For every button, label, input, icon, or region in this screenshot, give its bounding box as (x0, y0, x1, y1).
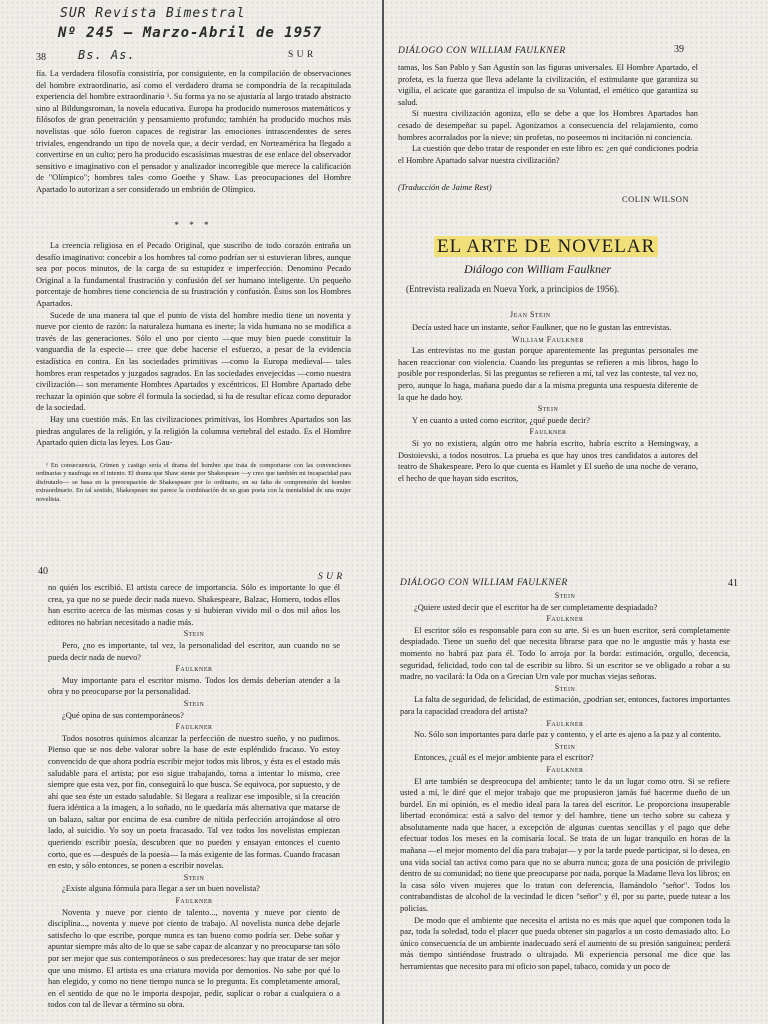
dialogue-text: Pero, ¿no es importante, tal vez, la personalidad del escritor, aun cuando no se pueda decir nada de nuevo? (48, 640, 340, 662)
dialogue-text: Y en cuanto a usted como escritor, ¿qué puede decir? (412, 415, 590, 425)
interviewer-name: Jean Stein (510, 310, 551, 319)
handwritten-journal-name: SUR Revista Bimestral (60, 6, 246, 21)
speaker-name: Stein (554, 741, 576, 751)
speaker-name: Stein (554, 591, 576, 600)
speaker-name: Faulkner (546, 764, 584, 774)
page-number: 40 (38, 566, 48, 577)
paragraph: Sucede de una manera tal que el punto de vista del hombre medio tiene un noventa y nueve por ciento de razón: la naturaleza humana es inerte; la vida humana no se modifica a través de las generaciones. Sólo el uno por ciento —que muy bien puede constituir la vanguardia de la especie— cree que debe hacerse el esfuerzo, a pesar de la evidencia estadística en contra. En las sociedades primitivas —como la Europa medieval— tales hombres eran respetados y juzgados sagrados. En las sociedades envejecidas —como nuestra civilización— son meramente Hombres Apartados y excéntricos. El Hombre Apartado debe rechazar la opinión que sobre él formula la sociedad, si ha de resultar eficaz como depurador de la sociedad. (36, 310, 351, 413)
page-38 (0, 0, 384, 538)
speaker-name: Faulkner (175, 722, 213, 732)
page-39 (384, 0, 768, 538)
dialogue-text: El arte también se despreocupa del ambiente; tanto le da un lugar como otro. Si se refiere usted a mí, le diré que el mejor trabajo que me propusieron jamás fué hacerme dueño de un burdel. En mi opinión, es el medio ideal para la tarea del escritor. Le proporciona insuperable libertad económica: está a salvo del temor y del hambre, tiene un techo sobre su cabeza y absolutamente nada que hacer, a excepción de algunas cuentas sencillas y el pago que debe efectuar todos los meses en la comisaría local. Se trata de un lugar tranquilo en horas de la mañana —el mejor momento del día para trabajar— y por la tarde puede participar, si lo desea, en una vida social tan activa como para que no se aburra nunca; goza de una posición de privilegio dentro de su comunidad; no tiene que preocuparse por nada, porque la Madame lleva los libros; en la casa sólo viven mujeres que lo tratan con deferencia, llamándolo "señor". Todos los contrabandistas de alcohol de la vecindad le dicen "señor" y él, por su parte, puede tutear a los policías. (400, 776, 731, 914)
footnote (36, 462, 351, 504)
speaker-name: Faulkner (175, 664, 213, 674)
dialogue-text: Decía usted hace un instante, señor Faulkner, que no le gustan las entrevistas. (412, 323, 672, 332)
dialogue-text: La falta de seguridad, de felicidad, de estimación, ¿podrían ser, entonces, factores importantes para la capacidad creadora del artista? (400, 695, 730, 716)
dialogue-text: ¿Quiere usted decir que el escritor ha de ser completamente despiadado? (414, 602, 658, 612)
speaker-name: Stein (183, 872, 205, 882)
dialogue-text: ¿Qué opina de sus contemporáneos? (62, 710, 184, 720)
dialogue-text: El escritor sólo es responsable para con su arte. Si es un buen escritor, será completamente despiadado. Tiene un sueño del que necesita librarse para que no le angustie más y hasta ese momento no habrá paz para él. Todo lo arroja por la borda: estimación, orgullo, decencia, seguridad, felicidad, todo con tal de escribir su libro. Si un escritor se ve obligado a robar a su madre, no vacilará: la Oda on a Grecian Urn vale por muchas viejas señoras. (400, 625, 730, 682)
speaker-name: Stein (183, 629, 205, 639)
running-head: DIÁLOGO CON WILLIAM FAULKNER (398, 46, 566, 56)
dialogue-text: Si yo no existiera, algún otro me habría escrito, habría escrito a Hemingway, a Dostoievski, a todos nosotros. La prueba es que hay unos tres candidatos a autores del teatro de Shakespeare. Pero lo que cuenta es Hamlet y El sueño de una noche de verano, el hecho de que hayan sido escritos, (398, 438, 698, 483)
speaker-name: Stein (183, 698, 205, 708)
body-text (398, 62, 698, 166)
page-number: 41 (728, 578, 738, 589)
speaker-name: Faulkner (546, 614, 584, 624)
paragraph: Hay una cuestión más. En las civilizaciones primitivas, los Hombres Apartados son las piedras angulares de la religión, y la religión la columna vertebral del estado. Es el Hombre Apartado quien dicta las leyes. Los Gau- (36, 414, 351, 448)
article-title-text: EL ARTE DE NOVELAR (434, 236, 658, 257)
dialogue-text: Entonces, ¿cuál es el mejor ambiente para el escritor? (414, 753, 594, 763)
footnote-text: ¹ En consecuencia, Crimen y castigo sería el drama del hombre que trata de comportarse con las convenciones ordinarias y naufraga en el intento. El drama que Shaw siente por Shakespeare —y creo que también mi incapacidad para disfrutarlo— se basa en la preocupación de Shakespeare por lo ordinario, en su falta de comprensión del hombre extraordinario. En tal sentido, Shakespeare me parece la combinación de un gran poeta con la mentalidad de una mujer novelista. (36, 462, 351, 503)
speaker-name: Faulkner (175, 896, 213, 906)
speaker-name: Stein (537, 404, 559, 414)
dialogue-text: Todos nosotros quisimos alcanzar la perfección de nuestro sueño, y no pudimos. Pienso que se nos debe valorar sobre la base de este espléndido fracaso. Yo estoy convencido de que ahora podría escribir mejor todos mis libros, y ésta es el estado más saludable para el artista; por eso sigue trabajando, torna a intentar lo mismo, cree siempre que esta vez, por fin, conseguirá lo que busca. Se equivoca, por supuesto, y de ahí que sea éste un estado saludable. Si llegara a realizar ese imposible, si la creación fuera idéntica a la imagen, a lo soñado, no le quedaría más alternativa que matarse de un balazo, saltar por encima de esa cumbre de nítida perfección arrojándose al otro lado, al suicidio. Yo soy un poeta fracasado. Tal vez todos los novelistas empiezan queriendo escribir poesía, descubren que no pueden y ensayan entonces el cuento corto, que es —después de la poesía— la más exigente de las formas. Cuando fracasan en esto, y sólo entonces, se ponen a escribir novelas. (48, 733, 340, 871)
running-head: DIÁLOGO CON WILLIAM FAULKNER (400, 578, 568, 588)
paragraph: fía. La verdadera filosofía consistiría, por consiguiente, en la compilación de observaciones del hombre extraordinario, así como el verdadero drama se compondría de la recapitulada experiencia del hombre extraordinario ¹. Su forma ya no se ajustaría al largo tratado abstracto sino al Bildungsroman, la novela educativa. Europa ha producido numerosos matemáticos y filósofos de gran penetración y pensamiento profundo; también ha producido muchos más novelistas que sólo fueron capaces de registrar las emociones intrascendentes de seres triviales, engendrando un tipo de novela que, a decir verdad, en Norteamérica ha llegado a convertirse en un culto; pero ha producido escasísimas muestras de ese enlace del observador sensitivo e imaginativo con el pensador y analizador incorregible que merece la calificación de "Olímpico"; hombres tales como Goethe y Shaw. Las preocupaciones del Hombre Apartado lo autorizan a ser considerado un embrión de Olímpico. (36, 69, 351, 194)
interview-body (398, 322, 698, 484)
paragraph: tamas, los San Pablo y San Agustín son las figuras universales. El Hombre Apartado, el profeta, es la fuerza que lleva adelante la civilización, el estimulante que garantiza su vigilia, el acicate que garantiza el impulso de su Voluntad, el emético que garantiza su salud. (398, 63, 698, 107)
article-intro: (Entrevista realizada en Nueva York, a principios de 1956). (406, 284, 620, 294)
interview-body (48, 582, 340, 1011)
page-number: 38 (36, 52, 46, 63)
dialogue-text: Noventa y nueve por ciento de talento..., noventa y nueve por ciento de disciplina..., noventa y nueve por ciento de trabajo. Al novelista nunca debe dejarle satisfecho lo que escribe, porque nunca es tan bueno como podría ser. Debe soñar y apuntar siempre más alto de lo que se sabe capaz de alcanzar y no preocuparse tan sólo por ser mejor que sus contemporáneos o sus predecesores: hay que tratar de ser mejor que uno mismo. El artista es una criatura movida por demonios. No sabe por qué lo han elegido, y como no tiene tiempo nunca se lo pregunta. Es completamente amoral, en el sentido de que no le importa despojar, pedir, suplicar o robar a cualquiera o a todos con tal de llevar a término su obra. (48, 907, 340, 1010)
running-head: S U R (288, 50, 314, 60)
speaker-name: Faulkner (546, 718, 584, 728)
speaker-name: William Faulkner (512, 334, 584, 344)
speaker-name: Stein (554, 683, 576, 693)
dialogue-text: ¿Existe alguna fórmula para llegar a ser un buen novelista? (62, 884, 260, 894)
section-separator: * * * (174, 220, 213, 230)
handwritten-city: Bs. As. (78, 48, 136, 62)
translation-credit: (Traducción de Jaime Rest) (398, 182, 492, 192)
body-text-upper (36, 68, 351, 196)
paragraph: Si nuestra civilización agoniza, ello se debe a que los Hombres Apartados han cesado de desempeñar su papel. Agonizamos a consecuencia del relajamiento, como hombres acorralados por la nieve; sin profetas, no poseemos ni incitación ni conciencia. (398, 109, 698, 142)
page-number: 39 (674, 44, 684, 55)
paragraph: La creencia religiosa en el Pecado Original, que suscribo de todo corazón entraña un desafío imaginativo: concebir a los hombres tal como podrían ser si estuvieran libres, aunque sea por pocos minutos, de la carga de su estupidez e imperfección. Denomino Pecado Original a la fundamental frustración y confusión del ser humano inteligente. Un pequeño porcentaje de hombres tiene conciencia de su frustración y confusión. Éstos son los Hombres Apartados. (36, 241, 351, 308)
handwritten-issue-date: Nº 245 – Marzo-Abril de 1957 (58, 25, 323, 41)
dialogue-text: no quién los escribió. El artista carece de importancia. Sólo es importante lo que él crea, ya que no se puede decir nada nuevo. Shakespeare, Balzac, Homero, todos ellos han escrito acerca de las mismas cosas y si hubieran vivido mil o dos mil años los editores no habrían necesitado a nadie más. (48, 583, 340, 627)
author-signature: COLIN WILSON (622, 194, 689, 204)
article-title (434, 236, 658, 258)
page-40 (0, 538, 384, 1024)
paragraph: La cuestión que debo tratar de responder en este libro es: ¿en qué condiciones podría el Hombre Apartado salvar nuestra civilización? (398, 144, 698, 165)
page-41 (384, 538, 768, 1024)
interview-body (400, 590, 730, 973)
body-text-lower (36, 240, 351, 449)
dialogue-text: Las entrevistas no me gustan porque aparentemente las preguntas personales me hacen reaccionar con violencia. Cuando las preguntas se refieren a mis libros, hago lo posible por responderlas. Si las preguntas se refieren a mí, tal vez las conteste, tal vez no, pero, aunque lo haga, mañana puedo dar a la misma pregunta una respuesta diferente de la que he dado hoy. (398, 346, 698, 402)
speaker-name: Faulkner (529, 427, 567, 437)
dialogue-text: No. Sólo son importantes para darle paz y contento, y el arte es ajeno a la paz y al contento. (414, 730, 721, 740)
dialogue-text: Muy importante para el escritor mismo. Todos los demás deberían atender a la obra y no preocuparse por la personalidad. (48, 675, 340, 697)
article-subtitle: Diálogo con William Faulkner (464, 262, 611, 276)
dialogue-text: De modo que el ambiente que necesita el artista no es más que aquel que componen toda la paz, toda la soledad, todo el placer que pueda obtener sin pagarlos a un costo demasiado alto. Lo único consecuencia de un ambiente inadecuado será el aumento de su presión sanguínea; perderá más tiempo sintiéndose frustrado o ultrajado. Mi experiencia personal me dice que las herramientas que necesito para mi oficio son papel, tabaco, comida y un poco de (400, 915, 730, 971)
running-head: S U R (318, 572, 343, 582)
